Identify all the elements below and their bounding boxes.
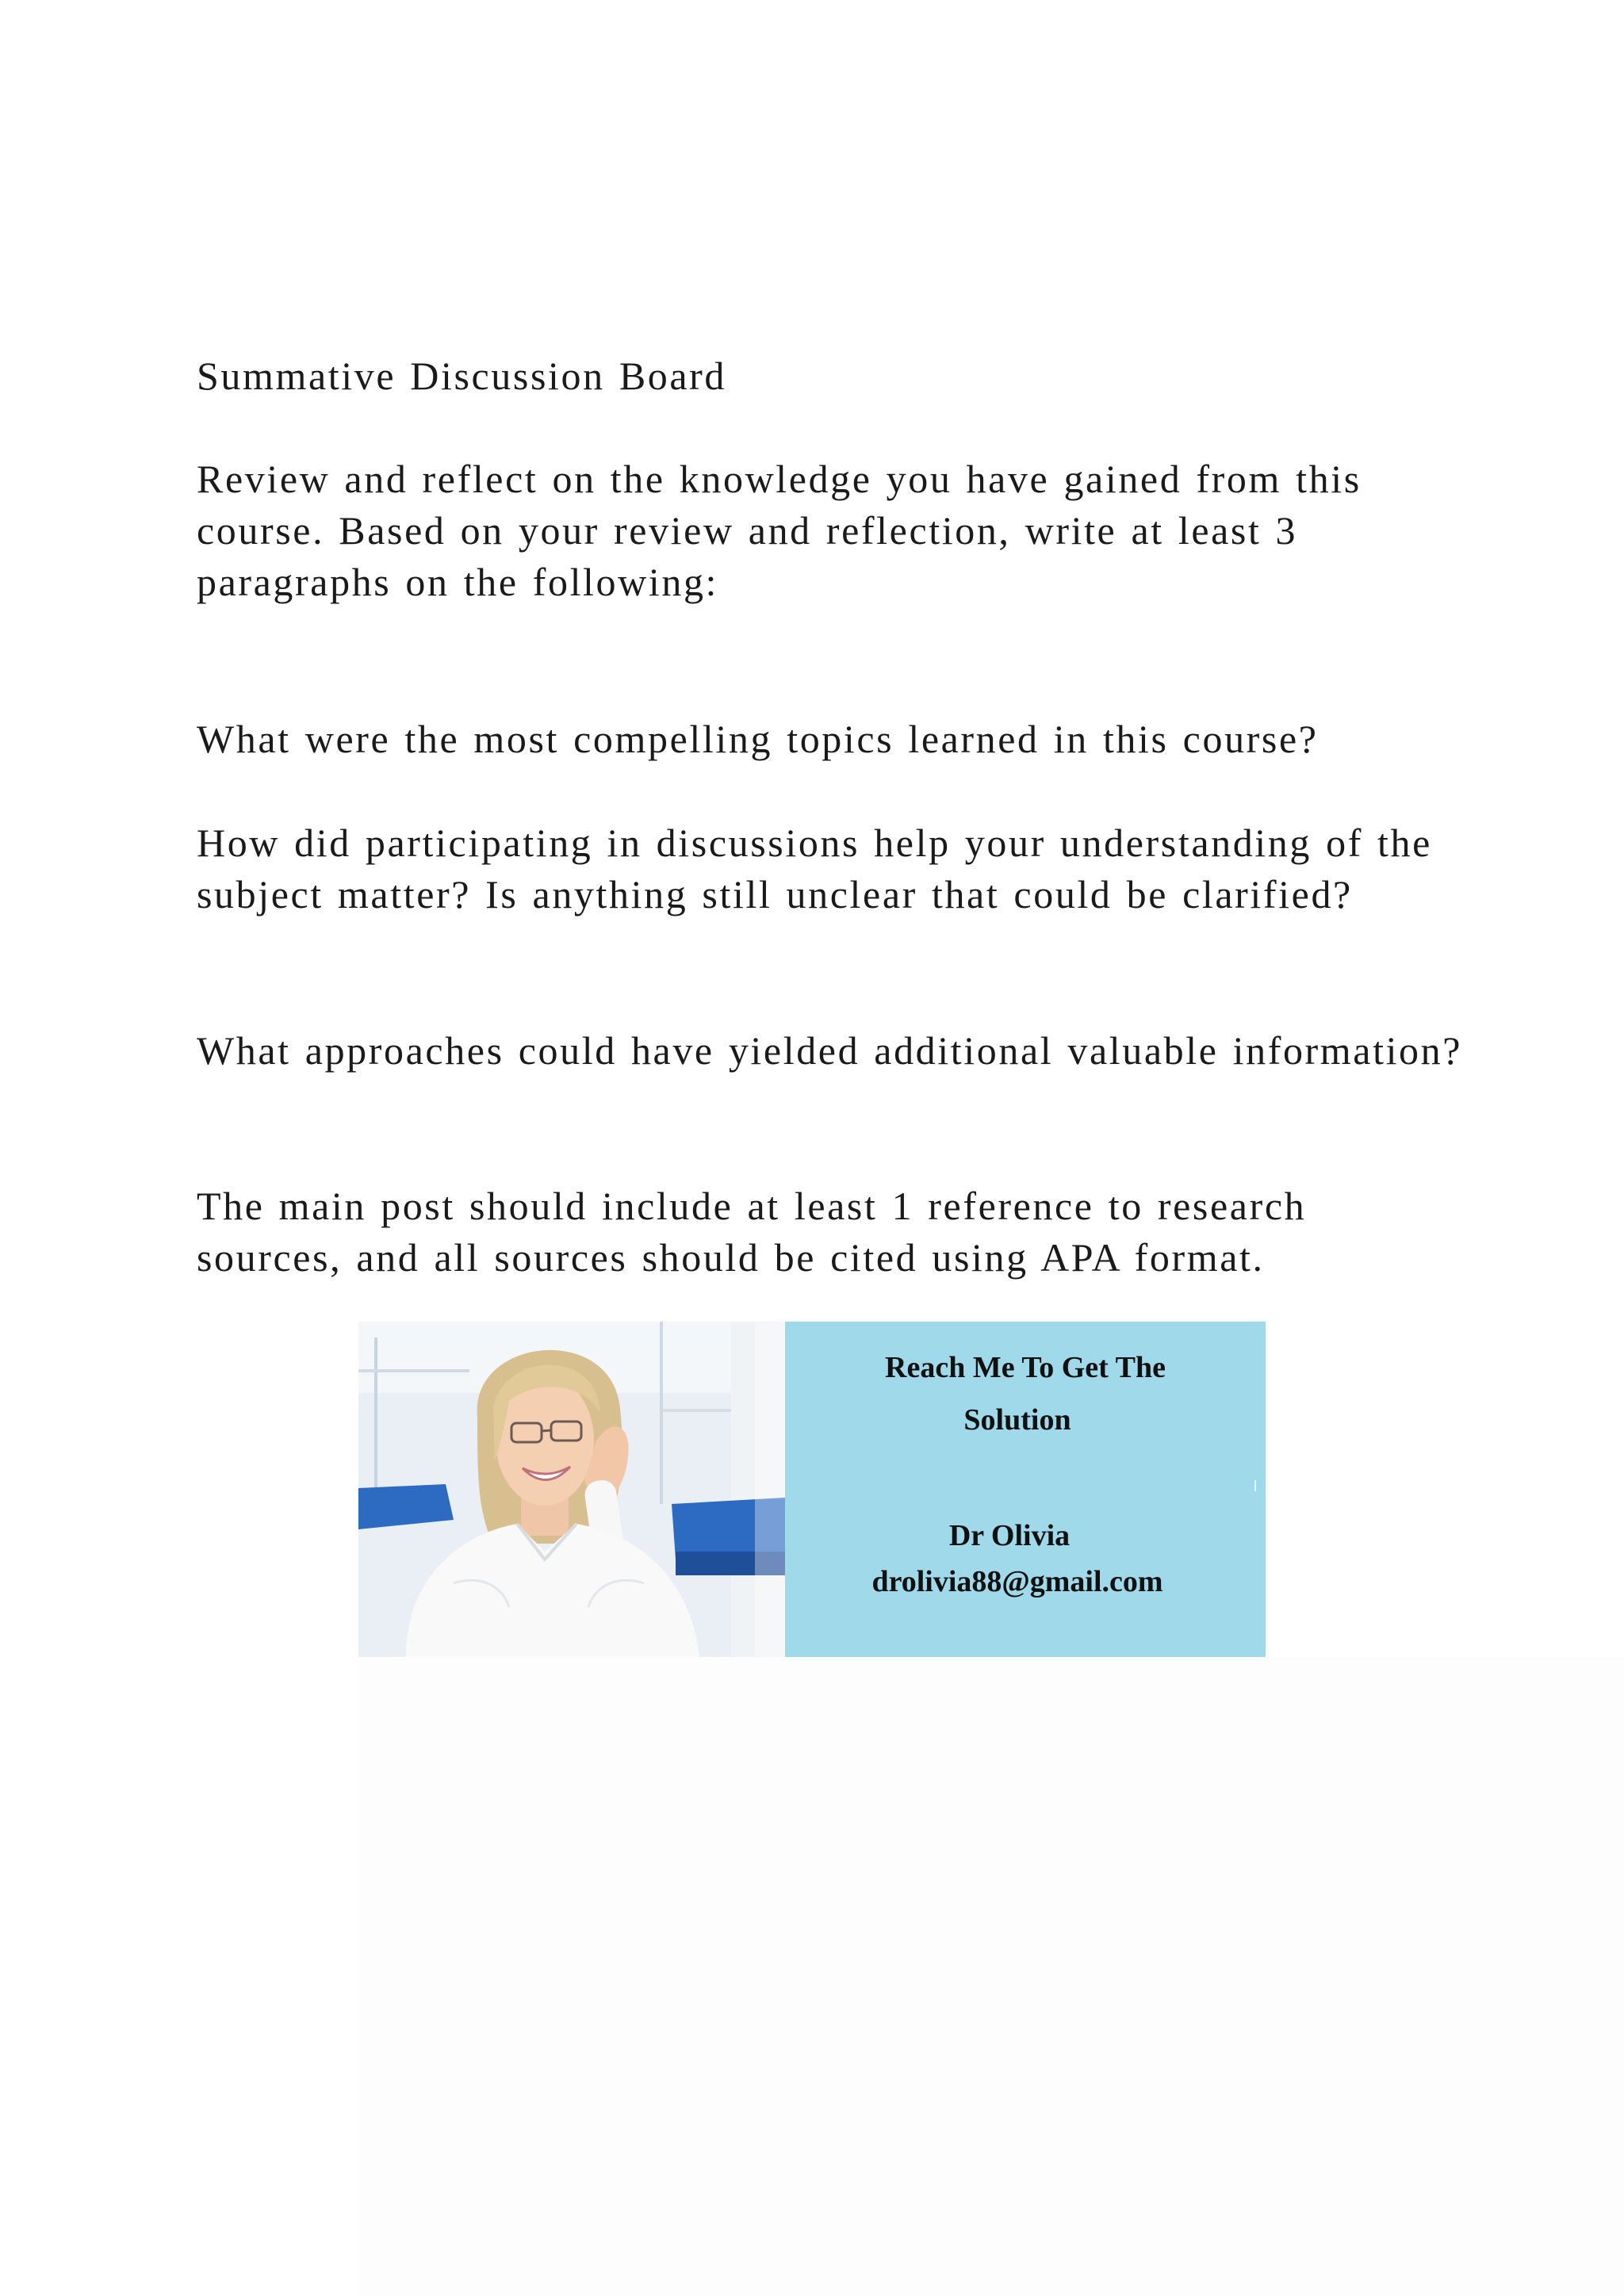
document-title: Summative Discussion Board — [197, 354, 727, 398]
contact-name: Dr Olivia — [948, 1519, 1071, 1552]
woman-photo — [358, 1322, 785, 1657]
contact-email[interactable]: drolivia88@gmail.com — [871, 1565, 1163, 1598]
contact-banner — [358, 1322, 1266, 1657]
card-heading-line2: Solution — [963, 1403, 1071, 1437]
card-mark — [1254, 1480, 1256, 1491]
requirement-paragraph: The main post should include at least 1 reference to research sources, and all sources should be cited using APA format. — [197, 1184, 1307, 1280]
woman-illustration — [358, 1322, 785, 1657]
intro-paragraph: Review and reflect on the knowledge you have gained from this course. Based on your review and reflection, write at least 3 paragraphs on the following: — [197, 457, 1362, 604]
card-heading-line1: Reach Me To Get The — [885, 1351, 1166, 1384]
contact-card — [785, 1322, 1266, 1657]
question-2: How did participating in discussions help your understanding of the subject matter? Is anything still unclear that could be clarified? — [197, 821, 1432, 916]
question-3: What approaches could have yielded additional valuable information? — [197, 1028, 1463, 1073]
page-background-tint — [358, 1657, 1624, 2296]
question-1: What were the most compelling topics learned in this course? — [197, 717, 1319, 761]
